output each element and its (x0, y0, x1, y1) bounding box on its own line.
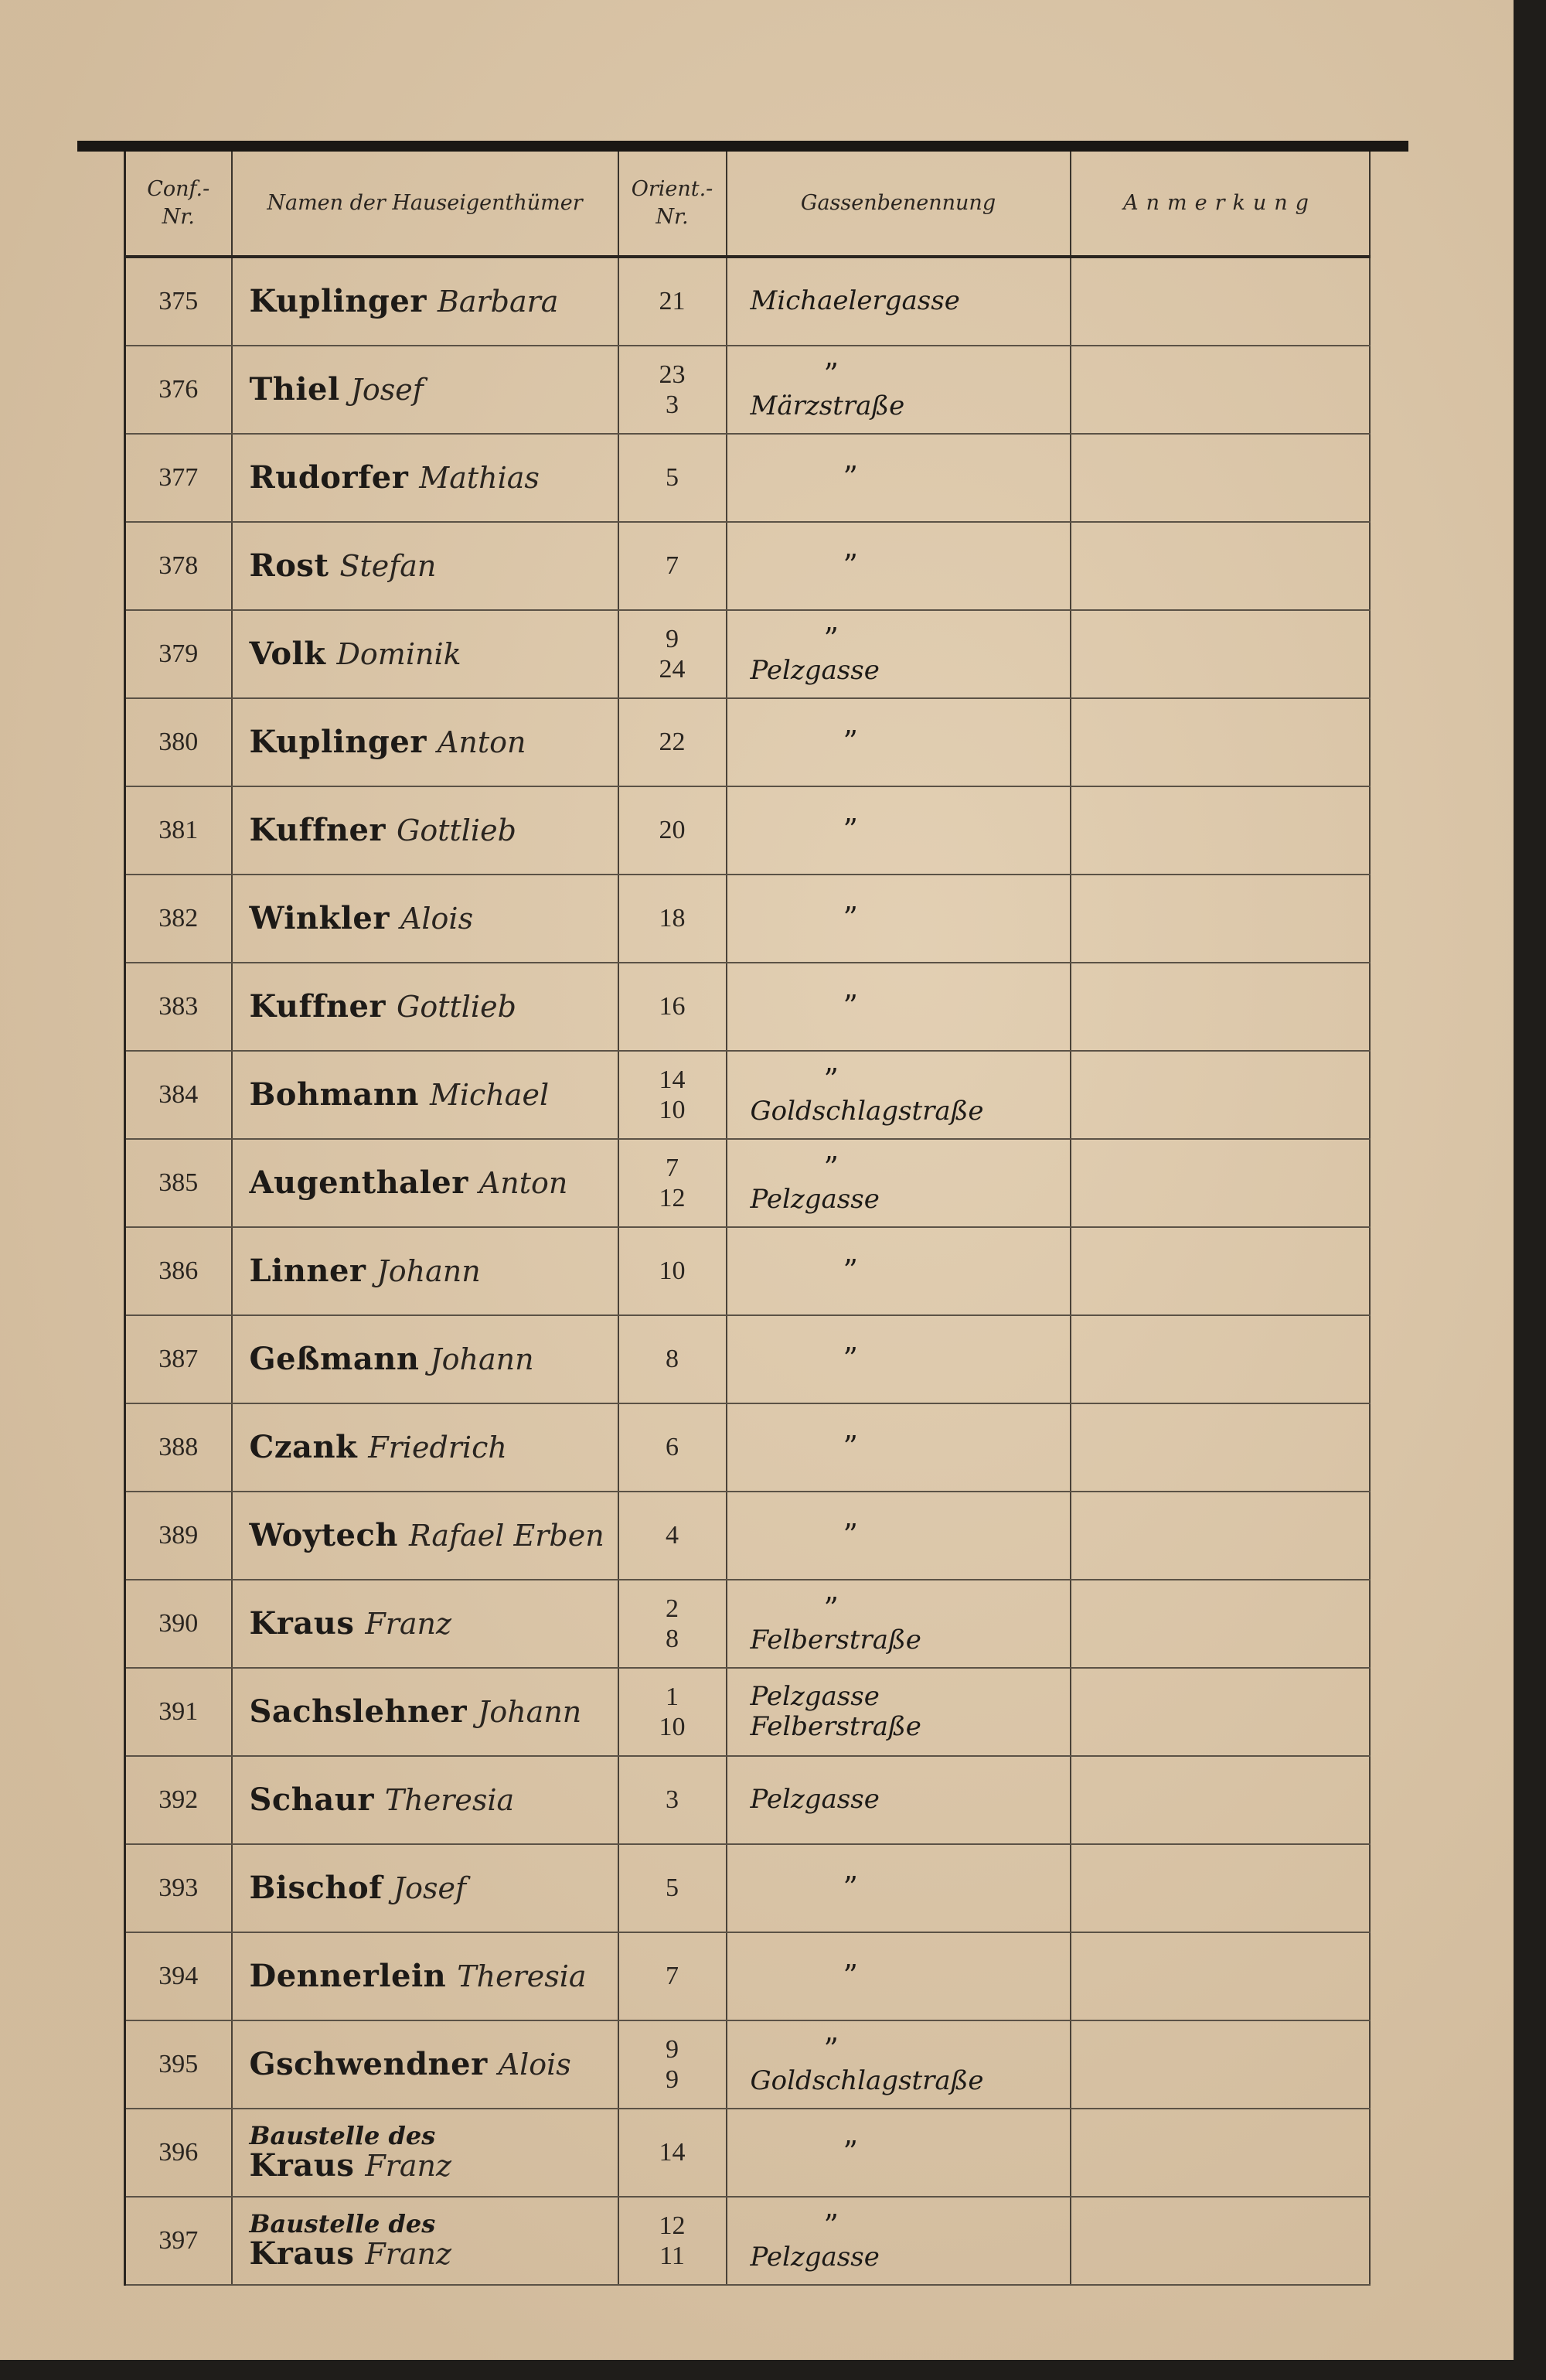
owner-name (232, 1844, 618, 1932)
owner-given-name: Anton (478, 1166, 568, 1200)
top-rule (77, 141, 1408, 152)
remarks-cell (1071, 2020, 1370, 2109)
owner-name (232, 346, 618, 434)
orient-value: 10 (659, 1256, 686, 1286)
street-name (727, 1492, 1071, 1580)
orient-number (618, 1668, 727, 1756)
owner-given-name: Anton (437, 725, 526, 759)
conf-number: 382 (125, 875, 232, 963)
table-row (125, 1844, 1370, 1932)
header-street: Gassenbenennung (727, 152, 1071, 257)
remarks-cell (1071, 1756, 1370, 1844)
ditto-mark: ” (843, 460, 858, 495)
owner-surname: Woytech (249, 1517, 398, 1553)
street-text: Pelzgasse (750, 2242, 880, 2273)
owner-name (232, 786, 618, 875)
owner-given-name: Gottlieb (397, 813, 516, 847)
owner-given-name: Michael (429, 1078, 550, 1112)
table-row (125, 610, 1370, 698)
street-name (727, 1844, 1071, 1932)
owner-surname: Kraus (249, 2146, 355, 2184)
street-name (727, 1315, 1071, 1403)
street-name (727, 963, 1071, 1051)
header-row (125, 152, 1370, 257)
street-text: Felberstraße (750, 1625, 921, 1656)
owner-given-name: Josef (350, 373, 424, 407)
conf-number: 380 (125, 698, 232, 786)
conf-number: 395 (125, 2020, 232, 2109)
ditto-mark: ” (823, 1591, 839, 1625)
table-row (125, 257, 1370, 346)
owner-given-name: Franz (365, 2236, 452, 2271)
street-text: Michaelergasse (750, 285, 960, 317)
orient-number (618, 1227, 727, 1315)
orient-number (618, 1315, 727, 1403)
ditto-mark: ” (843, 1253, 858, 1288)
table-row (125, 1227, 1370, 1315)
ditto-mark: ” (823, 2208, 839, 2242)
owner-name (232, 2109, 618, 2197)
remarks-cell (1071, 963, 1370, 1051)
orient-value: 20 (659, 816, 686, 845)
table-row (125, 1932, 1370, 2020)
owner-given-name: Gottlieb (397, 990, 516, 1024)
orient-value: 7 (666, 1153, 679, 1182)
ditto-mark: ” (823, 356, 839, 391)
table-row (125, 346, 1370, 434)
owner-surname: Dennerlein (249, 1958, 447, 1994)
orient-value: 10 (659, 1096, 686, 1124)
header-owner-names: Namen der Hauseigenthümer (232, 152, 618, 257)
street-name (727, 1668, 1071, 1756)
orient-value: 9 (666, 624, 679, 653)
header-conf-nr (125, 152, 232, 257)
table-row (125, 434, 1370, 522)
owner-name (232, 875, 618, 963)
ditto-mark: ” (843, 2135, 858, 2170)
street-text: Pelzgasse Felberstraße (750, 1680, 921, 1742)
street-text: Märzstraße (750, 390, 905, 422)
street-name (727, 1403, 1071, 1492)
owner-name (232, 1932, 618, 2020)
owner-surname: Volk (249, 636, 326, 672)
ditto-mark: ” (843, 1959, 858, 1993)
orient-value: 2 (666, 1594, 679, 1623)
conf-number: 377 (125, 434, 232, 522)
remarks-cell (1071, 1844, 1370, 1932)
street-name (727, 610, 1071, 698)
street-name (727, 786, 1071, 875)
orient-value: 5 (666, 463, 679, 493)
street-name (727, 434, 1071, 522)
table-row (125, 522, 1370, 610)
table-row (125, 1668, 1370, 1756)
orient-value: 18 (659, 904, 686, 933)
owner-name (232, 2020, 618, 2109)
owner-surname: Augenthaler (249, 1164, 468, 1201)
remarks-cell (1071, 875, 1370, 963)
remarks-cell (1071, 1403, 1370, 1492)
conf-number: 386 (125, 1227, 232, 1315)
remarks-cell (1071, 522, 1370, 610)
orient-value: 12 (659, 1184, 686, 1212)
conf-number: 393 (125, 1844, 232, 1932)
ditto-mark: ” (843, 1518, 858, 1553)
street-name (727, 2197, 1071, 2285)
remarks-cell (1071, 2197, 1370, 2285)
ditto-mark: ” (843, 1430, 858, 1464)
owner-given-name: Johann (430, 1342, 534, 1376)
table-row (125, 1756, 1370, 1844)
table-row (125, 2109, 1370, 2197)
conf-number: 379 (125, 610, 232, 698)
street-text: Pelzgasse (750, 655, 880, 687)
owner-given-name: Rafael Erben (408, 1519, 604, 1553)
street-name (727, 257, 1071, 346)
orient-value: 14 (659, 2138, 686, 2167)
table-row (125, 1051, 1370, 1139)
owner-surname: Schaur (249, 1782, 374, 1818)
conf-number: 385 (125, 1139, 232, 1227)
ditto-mark: ” (843, 901, 858, 936)
orient-value: 8 (666, 1625, 679, 1653)
owner-given-name: Johann (478, 1695, 582, 1729)
conf-number: 391 (125, 1668, 232, 1756)
owner-name (232, 522, 618, 610)
owner-surname: Sachslehner (249, 1693, 468, 1730)
remarks-cell (1071, 786, 1370, 875)
conf-number: 397 (125, 2197, 232, 2285)
table-row (125, 786, 1370, 875)
orient-value: 8 (666, 1345, 679, 1374)
street-name (727, 1756, 1071, 1844)
owner-given-name: Franz (365, 1607, 452, 1641)
ditto-mark: ” (823, 621, 839, 656)
orient-number (618, 698, 727, 786)
owner-name (232, 1315, 618, 1403)
remarks-cell (1071, 2109, 1370, 2197)
owner-name (232, 1139, 618, 1227)
orient-value: 10 (659, 1713, 686, 1741)
owner-name (232, 1227, 618, 1315)
street-name (727, 1139, 1071, 1227)
street-name (727, 1051, 1071, 1139)
orient-value: 6 (666, 1433, 679, 1462)
owner-given-name: Alois (400, 902, 474, 936)
table-row (125, 963, 1370, 1051)
owner-surname: Kuffner (249, 988, 386, 1025)
orient-value: 3 (666, 1785, 679, 1815)
conf-number: 387 (125, 1315, 232, 1403)
ditto-mark: ” (843, 548, 858, 583)
orient-number (618, 875, 727, 963)
ditto-mark: ” (843, 725, 858, 759)
orient-value: 23 (659, 360, 686, 389)
orient-number (618, 2020, 727, 2109)
conf-number: 392 (125, 1756, 232, 1844)
orient-number (618, 434, 727, 522)
property-owner-table (124, 152, 1371, 2286)
orient-number (618, 1139, 727, 1227)
table-row (125, 2197, 1370, 2285)
remarks-cell (1071, 1932, 1370, 2020)
header-remarks: Anmerkung (1071, 152, 1370, 257)
header-conf-text: Conf.- Nr. (147, 176, 210, 229)
owner-name (232, 257, 618, 346)
owner-given-name: Theresia (384, 1783, 515, 1817)
remarks-cell (1071, 1315, 1370, 1403)
owner-given-name: Friedrich (368, 1430, 507, 1464)
street-name (727, 346, 1071, 434)
owner-surname: Geßmann (249, 1341, 420, 1377)
orient-number (618, 1051, 727, 1139)
orient-value: 11 (659, 2242, 685, 2270)
header-orient-text: Orient.- Nr. (631, 176, 713, 229)
ditto-mark: ” (823, 1150, 839, 1185)
orient-value: 7 (666, 1962, 679, 1991)
owner-surname: Kraus (249, 2235, 355, 2272)
conf-number: 384 (125, 1051, 232, 1139)
orient-value: 24 (659, 655, 686, 684)
orient-value: 16 (659, 992, 686, 1021)
owner-name (232, 2197, 618, 2285)
orient-value: 3 (666, 390, 679, 419)
conf-number: 389 (125, 1492, 232, 1580)
street-text: Goldschlagstraße (750, 2065, 984, 2097)
remarks-cell (1071, 1668, 1370, 1756)
owner-surname: Bohmann (249, 1076, 419, 1113)
table-row (125, 1403, 1370, 1492)
orient-value: 9 (666, 2034, 679, 2064)
ditto-mark: ” (843, 989, 858, 1024)
owner-surname: Kraus (249, 1605, 355, 1642)
conf-number: 376 (125, 346, 232, 434)
owner-surname: Kuplinger (249, 283, 427, 319)
street-name (727, 1227, 1071, 1315)
remarks-cell (1071, 434, 1370, 522)
owner-given-name: Barbara (437, 285, 559, 319)
owner-surname: Bischof (249, 1870, 383, 1906)
conf-number: 394 (125, 1932, 232, 2020)
ditto-mark: ” (843, 1870, 858, 1905)
conf-number: 375 (125, 257, 232, 346)
orient-number (618, 1844, 727, 1932)
orient-value: 7 (666, 551, 679, 581)
orient-number (618, 610, 727, 698)
owner-name (232, 1580, 618, 1668)
remarks-cell (1071, 1580, 1370, 1668)
owner-name (232, 1668, 618, 1756)
owner-given-name: Franz (365, 2148, 452, 2183)
owner-prefix: Baustelle des (249, 2209, 436, 2239)
orient-number (618, 1580, 727, 1668)
street-name (727, 1580, 1071, 1668)
orient-number (618, 963, 727, 1051)
orient-number (618, 1932, 727, 2020)
owner-name (232, 963, 618, 1051)
ditto-mark: ” (843, 813, 858, 847)
orient-number (618, 1403, 727, 1492)
orient-number (618, 2197, 727, 2285)
owner-given-name: Alois (498, 2048, 571, 2082)
owner-surname: Rudorfer (249, 459, 409, 496)
ditto-mark: ” (823, 1062, 839, 1096)
owner-name (232, 1403, 618, 1492)
header-orient-nr (618, 152, 727, 257)
owner-surname: Thiel (249, 371, 340, 407)
conf-number: 396 (125, 2109, 232, 2197)
owner-name (232, 1492, 618, 1580)
conf-number: 378 (125, 522, 232, 610)
owner-surname: Czank (249, 1429, 358, 1465)
street-name (727, 2020, 1071, 2109)
remarks-cell (1071, 257, 1370, 346)
orient-number (618, 522, 727, 610)
owner-given-name: Stefan (339, 549, 437, 583)
orient-value: 12 (659, 2211, 686, 2240)
owner-name (232, 1051, 618, 1139)
orient-number (618, 257, 727, 346)
orient-number (618, 2109, 727, 2197)
owner-surname: Rost (249, 547, 329, 584)
street-name (727, 875, 1071, 963)
remarks-cell (1071, 1051, 1370, 1139)
owner-given-name: Mathias (419, 461, 540, 495)
conf-number: 381 (125, 786, 232, 875)
street-text: Pelzgasse (750, 1784, 880, 1816)
owner-surname: Winkler (249, 900, 390, 936)
orient-value: 9 (666, 2065, 679, 2094)
owner-given-name: Johann (376, 1254, 481, 1288)
table-row (125, 698, 1370, 786)
remarks-cell (1071, 1227, 1370, 1315)
orient-number (618, 1492, 727, 1580)
orient-value: 21 (659, 287, 686, 316)
conf-number: 388 (125, 1403, 232, 1492)
owner-name (232, 610, 618, 698)
owner-given-name: Theresia (457, 1959, 587, 1993)
remarks-cell (1071, 346, 1370, 434)
table-row (125, 2020, 1370, 2109)
owner-surname: Linner (249, 1253, 366, 1289)
table-row (125, 1315, 1370, 1403)
ditto-mark: ” (843, 1342, 858, 1376)
owner-surname: Kuplinger (249, 724, 427, 760)
orient-value: 4 (666, 1521, 679, 1550)
owner-name (232, 1756, 618, 1844)
remarks-cell (1071, 1139, 1370, 1227)
orient-value: 5 (666, 1874, 679, 1903)
street-text: Pelzgasse (750, 1184, 880, 1216)
table-row (125, 1139, 1370, 1227)
table-row (125, 875, 1370, 963)
owner-given-name: Josef (393, 1871, 467, 1905)
conf-number: 390 (125, 1580, 232, 1668)
owner-given-name: Dominik (336, 637, 461, 671)
owner-surname: Kuffner (249, 812, 386, 848)
remarks-cell (1071, 610, 1370, 698)
orient-value: 1 (666, 1682, 679, 1711)
street-name (727, 522, 1071, 610)
orient-value: 22 (659, 728, 686, 757)
orient-number (618, 1756, 727, 1844)
street-name (727, 1932, 1071, 2020)
owner-surname: Gschwendner (249, 2046, 488, 2082)
remarks-cell (1071, 1492, 1370, 1580)
street-name (727, 698, 1071, 786)
table-row (125, 1580, 1370, 1668)
orient-number (618, 786, 727, 875)
table-row (125, 1492, 1370, 1580)
owner-prefix: Baustelle des (249, 2121, 436, 2151)
orient-number (618, 346, 727, 434)
remarks-cell (1071, 698, 1370, 786)
street-text: Goldschlagstraße (750, 1096, 984, 1127)
owner-name (232, 434, 618, 522)
conf-number: 383 (125, 963, 232, 1051)
owner-name (232, 698, 618, 786)
orient-value: 14 (659, 1065, 686, 1094)
ditto-mark: ” (823, 2031, 839, 2066)
street-name (727, 2109, 1071, 2197)
